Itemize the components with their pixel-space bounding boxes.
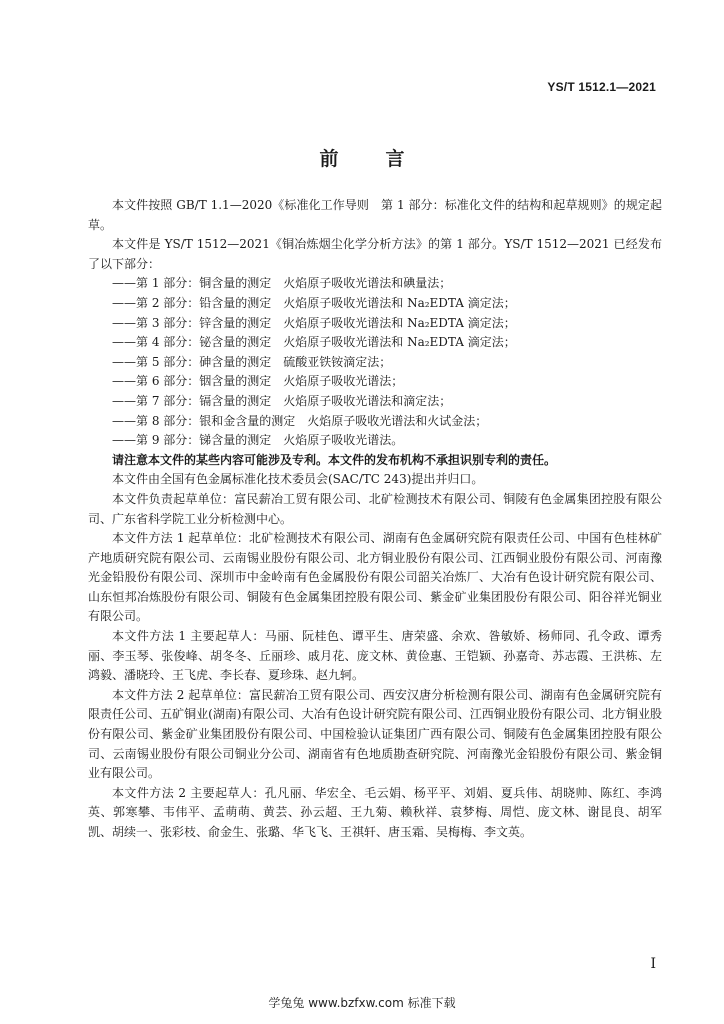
list-item [88, 372, 662, 392]
part-method: 火焰原子吸收光谱法和 Na₂EDTA 滴定法； [283, 295, 516, 310]
part-method: 火焰原子吸收光谱法； [283, 374, 404, 389]
part-name: ——第 7 部分：镉含量的测定 [112, 393, 272, 408]
part-name: ——第 4 部分：铋含量的测定 [112, 335, 272, 350]
list-item [88, 294, 662, 314]
intro-paragraph-2: 本文件是 YS/T 1512—2021《铜冶炼烟尘化学分析方法》的第 1 部分。YS/T 1512—2021 已经发布了以下部分： [88, 237, 662, 271]
preface-body [88, 196, 662, 843]
patent-notice: 请注意本文件的某些内容可能涉及专利。本文件的发布机构不承担识别专利的责任。 [112, 452, 557, 467]
part-name: ——第 2 部分：铅含量的测定 [112, 295, 272, 310]
parts-list [88, 274, 662, 450]
list-item [88, 314, 662, 334]
part-name: ——第 9 部分：锑含量的测定 [112, 433, 272, 448]
list-item [88, 333, 662, 353]
page-title: 前 言 [319, 148, 419, 170]
intro-paragraph-1: 本文件按照 GB/T 1.1—2020《标准化工作导则 第 1 部分：标准化文件的结构和起草规则》的规定起草。 [88, 198, 662, 232]
part-name: ——第 8 部分：银和金含量的测定 [112, 413, 296, 428]
part-name: ——第 1 部分：铜含量的测定 [112, 276, 272, 291]
standard-number: YS/T 1512.1—2021 [547, 80, 656, 94]
part-method: 火焰原子吸收光谱法和滴定法； [283, 393, 452, 408]
part-name: ——第 5 部分：砷含量的测定 [112, 354, 272, 369]
method2-drafting-units: 本文件方法 2 起草单位：富民薪冶工贸有限公司、西安汉唐分析检测有限公司、湖南有色金属研究院有限责任公司、五矿铜业(湖南)有限公司、大冶有色设计研究院有限公司、江西铜业股份有限公司、北方铜业股份有限公司、紫金矿业集团股份有限公司、中国检验认证集团广西有限公司、铜陵有色金属集团控股有限公司、云南锡业股份有限公司铜业分公司、湖南省有色地质勘查研究院、河南豫光金铅股份有限公司、紫金铜业有限公司。 [88, 687, 662, 781]
part-name: ——第 6 部分：铟含量的测定 [112, 374, 272, 389]
list-item [88, 353, 662, 373]
part-method: 火焰原子吸收光谱法和碘量法； [283, 276, 452, 291]
part-method: 火焰原子吸收光谱法。 [283, 433, 404, 448]
part-method: 硫酸亚铁铵滴定法； [283, 354, 392, 369]
part-method: 火焰原子吸收光谱法和 Na₂EDTA 滴定法； [283, 335, 516, 350]
method1-drafting-units: 本文件方法 1 起草单位：北矿检测技术有限公司、湖南有色金属研究院有限责任公司、中国有色桂林矿产地质研究院有限公司、云南锡业股份有限公司、北方铜业股份有限公司、江西铜业股份有限公司、河南豫光金铅股份有限公司、深圳市中金岭南有色金属股份有限公司韶关冶炼厂、大冶有色设计研究院有限公司、山东恒邦冶炼股份有限公司、铜陵有色金属集团控股有限公司、紫金矿业集团股份有限公司、阳谷祥光铜业有限公司。 [88, 531, 662, 624]
list-item [88, 412, 662, 432]
proposal-paragraph: 本文件由全国有色金属标准化技术委员会(SAC/TC 243)提出并归口。 [112, 472, 484, 487]
page-number: I [650, 956, 656, 972]
part-name: ——第 3 部分：锌含量的测定 [112, 315, 272, 330]
method2-drafters: 本文件方法 2 主要起草人：孔凡丽、华宏全、毛云娟、杨平平、刘娟、夏兵伟、胡晓帅、陈红、李鸿英、郭寒攀、韦伟平、孟萌萌、黄芸、孙云超、王九菊、赖秋祥、袁梦梅、周恺、庞文林、谢昆良、胡军凯、胡续一、张彩枝、俞金生、张璐、华飞飞、王祺轩、唐玉霜、吴梅梅、李文英。 [88, 785, 662, 839]
list-item [88, 392, 662, 412]
method1-drafters: 本文件方法 1 主要起草人：马丽、阮桂色、谭平生、唐荣盛、余欢、昝敏娇、杨师同、孔令政、谭秀丽、李玉琴、张俊峰、胡冬冬、丘丽珍、戚月花、庞文林、黄俭惠、王铠颖、孙嘉奇、苏志霞、王洪栋、左鸿毅、潘晓玲、王飞虎、李长春、夏珍珠、赵九轲。 [88, 629, 662, 683]
part-method: 火焰原子吸收光谱法和火试金法； [307, 413, 488, 428]
list-item [88, 274, 662, 294]
part-method: 火焰原子吸收光谱法和 Na₂EDTA 滴定法； [283, 315, 516, 330]
watermark-footer: 学兔兔 www.bzfxw.com 标准下载 [268, 996, 456, 1010]
list-item [88, 431, 662, 451]
lead-drafting-units: 本文件负责起草单位：富民薪冶工贸有限公司、北矿检测技术有限公司、铜陵有色金属集团控股有限公司、广东省科学院工业分析检测中心。 [88, 491, 662, 526]
